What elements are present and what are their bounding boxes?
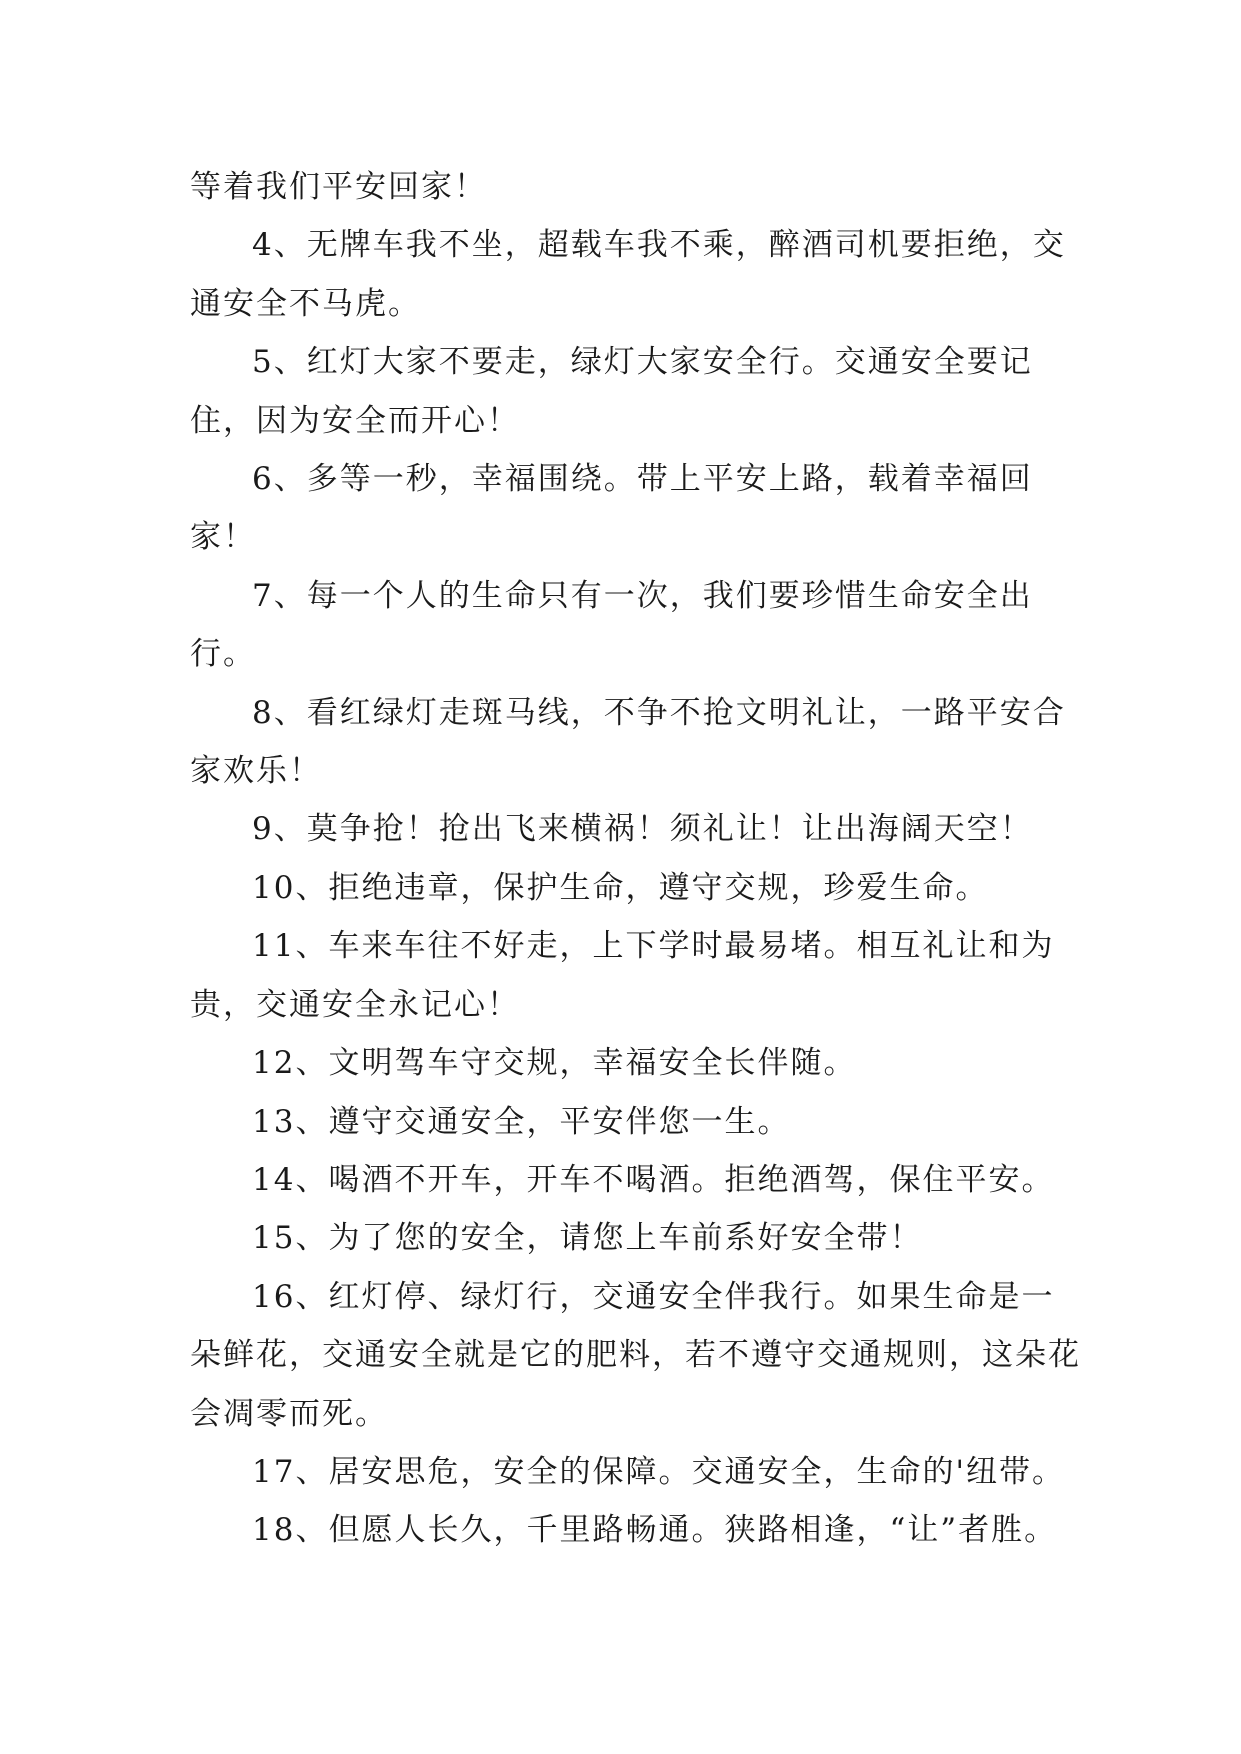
document-body [190,158,1085,1560]
paragraph-item-10: 10、拒绝违章，保护生命，遵守交规，珍爱生命。 [252,869,989,906]
paragraph-item-15: 15、为了您的安全，请您上车前系好安全带！ [252,1220,923,1257]
paragraph-item-12: 12、文明驾车守交规，幸福安全长伴随。 [252,1045,857,1082]
paragraph-item-6: 6、多等一秒，幸福围绕。带上平安上路，载着幸福回家！ [190,461,1033,556]
paragraph-item-13: 13、遵守交通安全，平安伴您一生。 [252,1103,791,1140]
paragraph-item-17: 17、居安思危，安全的保障。交通安全，生命的'纽带。 [252,1453,1065,1490]
paragraph-item-5: 5、红灯大家不要走，绿灯大家安全行。交通安全要记住，因为安全而开心！ [190,344,1033,439]
paragraph-item-16: 16、红灯停、绿灯行，交通安全伴我行。如果生命是一朵鲜花，交通安全就是它的肥料，若不遵守交通规则，这朵花会凋零而死。 [190,1278,1081,1432]
paragraph-item-11: 11、车来车往不好走，上下学时最易堵。相互礼让和为贵，交通安全永记心！ [190,928,1055,1023]
paragraph-item-9: 9、莫争抢！抢出飞来横祸！须礼让！让出海阔天空！ [252,811,1033,848]
paragraph-continuation: 等着我们平安回家！ [190,169,487,205]
paragraph-item-4: 4、无牌车我不坐，超载车我不乘，醉酒司机要拒绝，交通安全不马虎。 [190,227,1066,322]
paragraph-item-8: 8、看红绿灯走斑马线，不争不抢文明礼让，一路平安合家欢乐！ [190,694,1066,790]
paragraph-item-7: 7、每一个人的生命只有一次，我们要珍惜生命安全出行。 [190,577,1033,673]
paragraph-item-14: 14、喝酒不开车，开车不喝酒。拒绝酒驾，保住平安。 [252,1161,1055,1198]
paragraph-item-18: 18、但愿人长久，千里路畅通。狭路相逢，“让”者胜。 [252,1512,1058,1549]
